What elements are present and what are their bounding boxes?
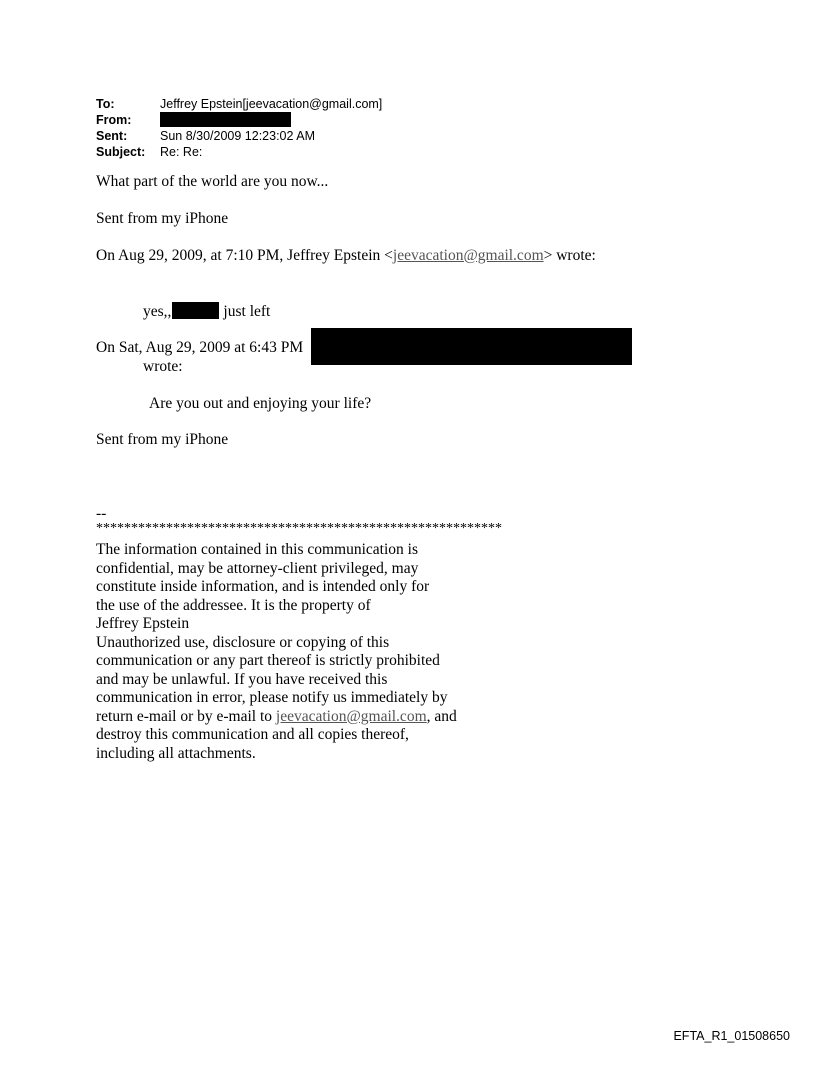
subject-label: Subject:: [96, 145, 146, 159]
disclaimer-line: The information contained in this communication is: [96, 541, 418, 558]
disclaimer-line: and may be unlawful. If you have received this: [96, 670, 388, 688]
disclaimer-dashes: --: [96, 505, 107, 522]
disclaimer-line: including all attachments.: [96, 744, 256, 762]
from-label: From:: [96, 113, 132, 127]
disclaimer-line: communication in error, please notify us immediately by: [96, 689, 448, 706]
signature-1: Sent from my iPhone: [96, 210, 229, 227]
disclaimer-line: communication or any part thereof is strictly prohibited: [96, 652, 440, 669]
quoted-question: Are you out and enjoying your life?: [149, 395, 372, 412]
disclaimer-line: Unauthorized use, disclosure or copying of this: [96, 633, 390, 651]
reply-suffix: just left: [223, 303, 271, 320]
reply-line: [143, 302, 270, 322]
sent-value: Sun 8/30/2009 12:23:02 AM: [160, 129, 315, 143]
quote-header-2: On Sat, Aug 29, 2009 at 6:43 PM: [96, 339, 304, 356]
to-label: To:: [96, 97, 115, 111]
disclaimer-line: constitute inside information, and is intended only for: [96, 578, 430, 595]
disclaimer-email-prefix: return e-mail or by e-mail to: [96, 707, 276, 725]
to-row: [96, 96, 382, 112]
signature-2: Sent from my iPhone: [96, 431, 229, 448]
disclaimer-line-email: [96, 708, 457, 727]
disclaimer-line: the use of the addressee. It is the property of: [96, 596, 371, 614]
quote1-suffix: > wrote:: [543, 247, 596, 264]
email-header: [96, 96, 382, 160]
reply-redaction: [172, 302, 219, 319]
from-redaction: [160, 112, 291, 127]
document-id: EFTA_R1_01508650: [673, 1029, 790, 1043]
quote-header-1: [96, 247, 596, 266]
disclaimer-line: Jeffrey Epstein: [96, 615, 190, 632]
disclaimer-text: [96, 541, 457, 763]
disclaimer-line: confidential, may be attorney-client privileged, may: [96, 559, 419, 577]
sent-label: Sent:: [96, 129, 128, 143]
from-row: [96, 112, 382, 128]
quote1-prefix: On Aug 29, 2009, at 7:10 PM, Jeffrey Epstein <: [96, 247, 393, 264]
sent-row: [96, 128, 382, 144]
disclaimer-email-suffix: , and: [426, 707, 457, 725]
message-line: What part of the world are you now...: [96, 173, 329, 190]
quote1-email-link[interactable]: jeevacation@gmail.com: [392, 247, 544, 264]
subject-row: [96, 144, 382, 160]
quote-header-2-wrote: wrote:: [143, 358, 183, 375]
to-value: Jeffrey Epstein[jeevacation@gmail.com]: [160, 97, 383, 111]
disclaimer-email-link[interactable]: jeevacation@gmail.com: [275, 707, 427, 725]
reply-prefix: yes,,: [143, 303, 172, 320]
disclaimer-line: destroy this communication and all copies thereof,: [96, 726, 409, 743]
disclaimer-stars: **********************************************************: [96, 521, 502, 536]
quote2-sender-redaction: [311, 328, 632, 365]
subject-value: Re: Re:: [160, 145, 203, 159]
